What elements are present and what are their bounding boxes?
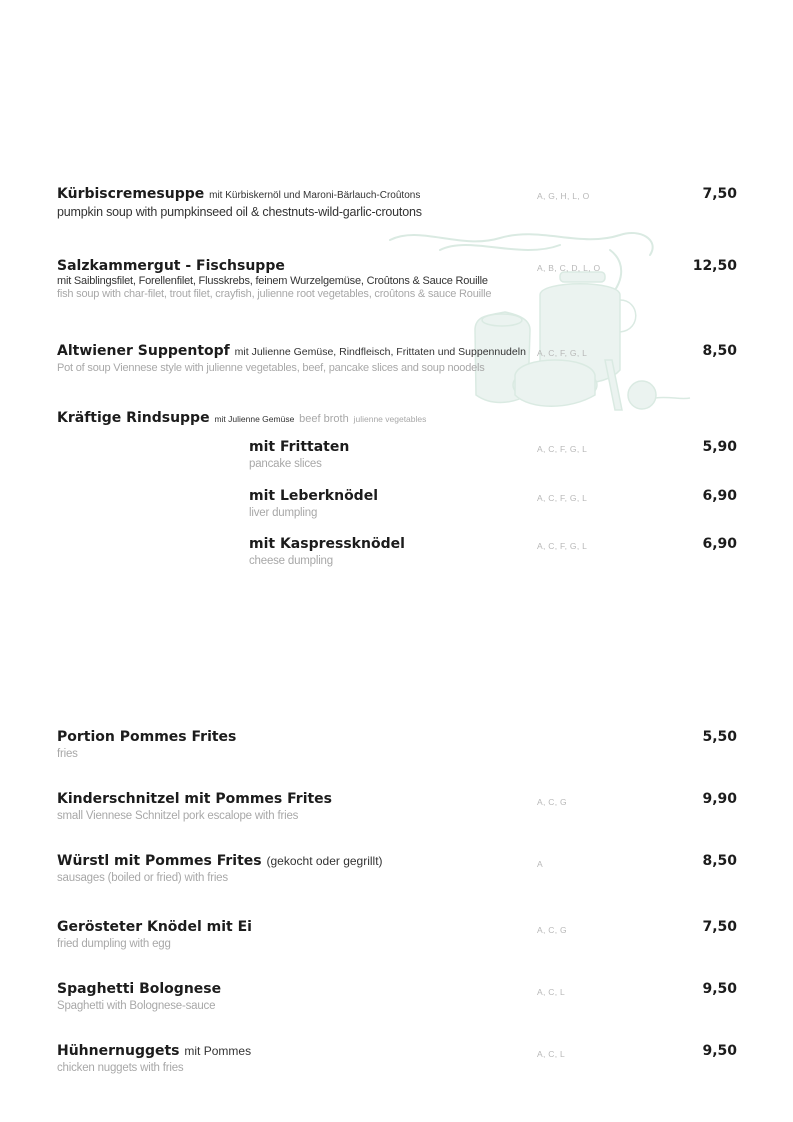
- item-description: fries: [57, 748, 78, 760]
- item-name: Salzkammergut - Fischsuppe: [57, 258, 285, 274]
- option-description: pancake slices: [249, 458, 322, 470]
- item-name: Würstl mit Pommes Frites: [57, 853, 262, 869]
- allergen-codes: A, C, F, G, L: [537, 541, 588, 551]
- item-inline-note: mit Pommes: [184, 1044, 252, 1058]
- soup-pot-illustration: [380, 220, 695, 420]
- menu-item-kuerbiscremesuppe: [57, 186, 737, 219]
- option-price: 6,90: [702, 536, 737, 552]
- item-price: 5,50: [702, 729, 737, 745]
- item-name: Altwiener Suppentopf: [57, 343, 230, 359]
- menu-item-wuerstl: [57, 853, 737, 884]
- allergen-codes: A, C, F, G, L: [537, 348, 588, 358]
- item-description: small Viennese Schnitzel pork escalope with fries: [57, 810, 299, 822]
- allergen-codes: A, C, F, G, L: [537, 493, 588, 503]
- option-name: mit Frittaten: [249, 439, 350, 455]
- item-name: Portion Pommes Frites: [57, 729, 237, 745]
- menu-item-spaghetti-bolognese: [57, 981, 737, 1012]
- menu-item-geroesteter-knoedel: [57, 919, 737, 950]
- menu-item-huehnernuggets: [57, 1043, 737, 1074]
- item-inline-en-2: julienne vegetables: [353, 414, 427, 424]
- rindsuppe-option-kaspressknoedel: [249, 536, 737, 567]
- item-inline-note: mit Julienne Gemüse: [214, 414, 295, 424]
- item-inline-note: mit Kürbiskernöl und Maroni-Bärlauch-Croûtons: [209, 190, 421, 201]
- allergen-codes: A, C, G: [537, 797, 567, 807]
- rindsuppe-option-leberknoedel: [249, 488, 737, 519]
- item-price: 8,50: [702, 343, 737, 359]
- item-price: 12,50: [692, 258, 737, 274]
- item-name: Gerösteter Knödel mit Ei: [57, 919, 252, 935]
- menu-item-altwiener-suppentopf: [57, 343, 737, 374]
- item-inline-note: mit Julienne Gemüse, Rindfleisch, Frittaten und Suppennudeln: [234, 346, 526, 358]
- menu-item-fischsuppe: [57, 258, 737, 300]
- option-price: 5,90: [702, 439, 737, 455]
- allergen-codes: A, C, L: [537, 987, 566, 997]
- item-description: Pot of soup Viennese style with julienne vegetables, beef, pancake slices and soup noodels: [57, 362, 485, 374]
- item-name: Kräftige Rindsuppe: [57, 410, 210, 426]
- item-description-de: mit Saiblingsfilet, Forellenfilet, Flusskrebs, feinem Wurzelgemüse, Croûtons & Sauce Rouille: [57, 275, 488, 287]
- item-description: Spaghetti with Bolognese-sauce: [57, 1000, 216, 1012]
- menu-item-kinderschnitzel: [57, 791, 737, 822]
- item-inline-en: beef broth: [299, 413, 349, 425]
- allergen-codes: A, C, L: [537, 1049, 566, 1059]
- allergen-codes: A, C, G: [537, 925, 567, 935]
- item-name: Kürbiscremesuppe: [57, 186, 205, 202]
- item-inline-note: (gekocht oder gegrillt): [266, 854, 383, 868]
- item-name: Hühnernuggets: [57, 1043, 180, 1059]
- allergen-codes: A: [537, 859, 543, 869]
- item-price: 9,50: [702, 981, 737, 997]
- option-name: mit Leberknödel: [249, 488, 379, 504]
- item-price: 7,50: [702, 919, 737, 935]
- item-description: sausages (boiled or fried) with fries: [57, 872, 228, 884]
- item-price: 7,50: [702, 186, 737, 202]
- menu-item-pommes-frites: [57, 729, 737, 760]
- item-price: 8,50: [702, 853, 737, 869]
- allergen-codes: A, C, F, G, L: [537, 444, 588, 454]
- rindsuppe-option-frittaten: [249, 439, 737, 470]
- item-price: 9,90: [702, 791, 737, 807]
- option-description: cheese dumpling: [249, 555, 333, 567]
- item-name: Spaghetti Bolognese: [57, 981, 222, 997]
- item-name: Kinderschnitzel mit Pommes Frites: [57, 791, 333, 807]
- allergen-codes: A, B, C, D, L, O: [537, 263, 601, 273]
- menu-item-rindsuppe: [57, 410, 737, 426]
- allergen-codes: A, G, H, L, O: [537, 191, 590, 201]
- option-name: mit Kaspressknödel: [249, 536, 405, 552]
- option-price: 6,90: [702, 488, 737, 504]
- item-description: chicken nuggets with fries: [57, 1062, 184, 1074]
- option-description: liver dumpling: [249, 507, 318, 519]
- item-description: fried dumpling with egg: [57, 938, 171, 950]
- item-price: 9,50: [702, 1043, 737, 1059]
- item-description-en: fish soup with char-filet, trout filet, crayfish, julienne root vegetables, croûtons & sauce Rouille: [57, 288, 492, 300]
- item-description: pumpkin soup with pumpkinseed oil & chestnuts-wild-garlic-croutons: [57, 205, 422, 219]
